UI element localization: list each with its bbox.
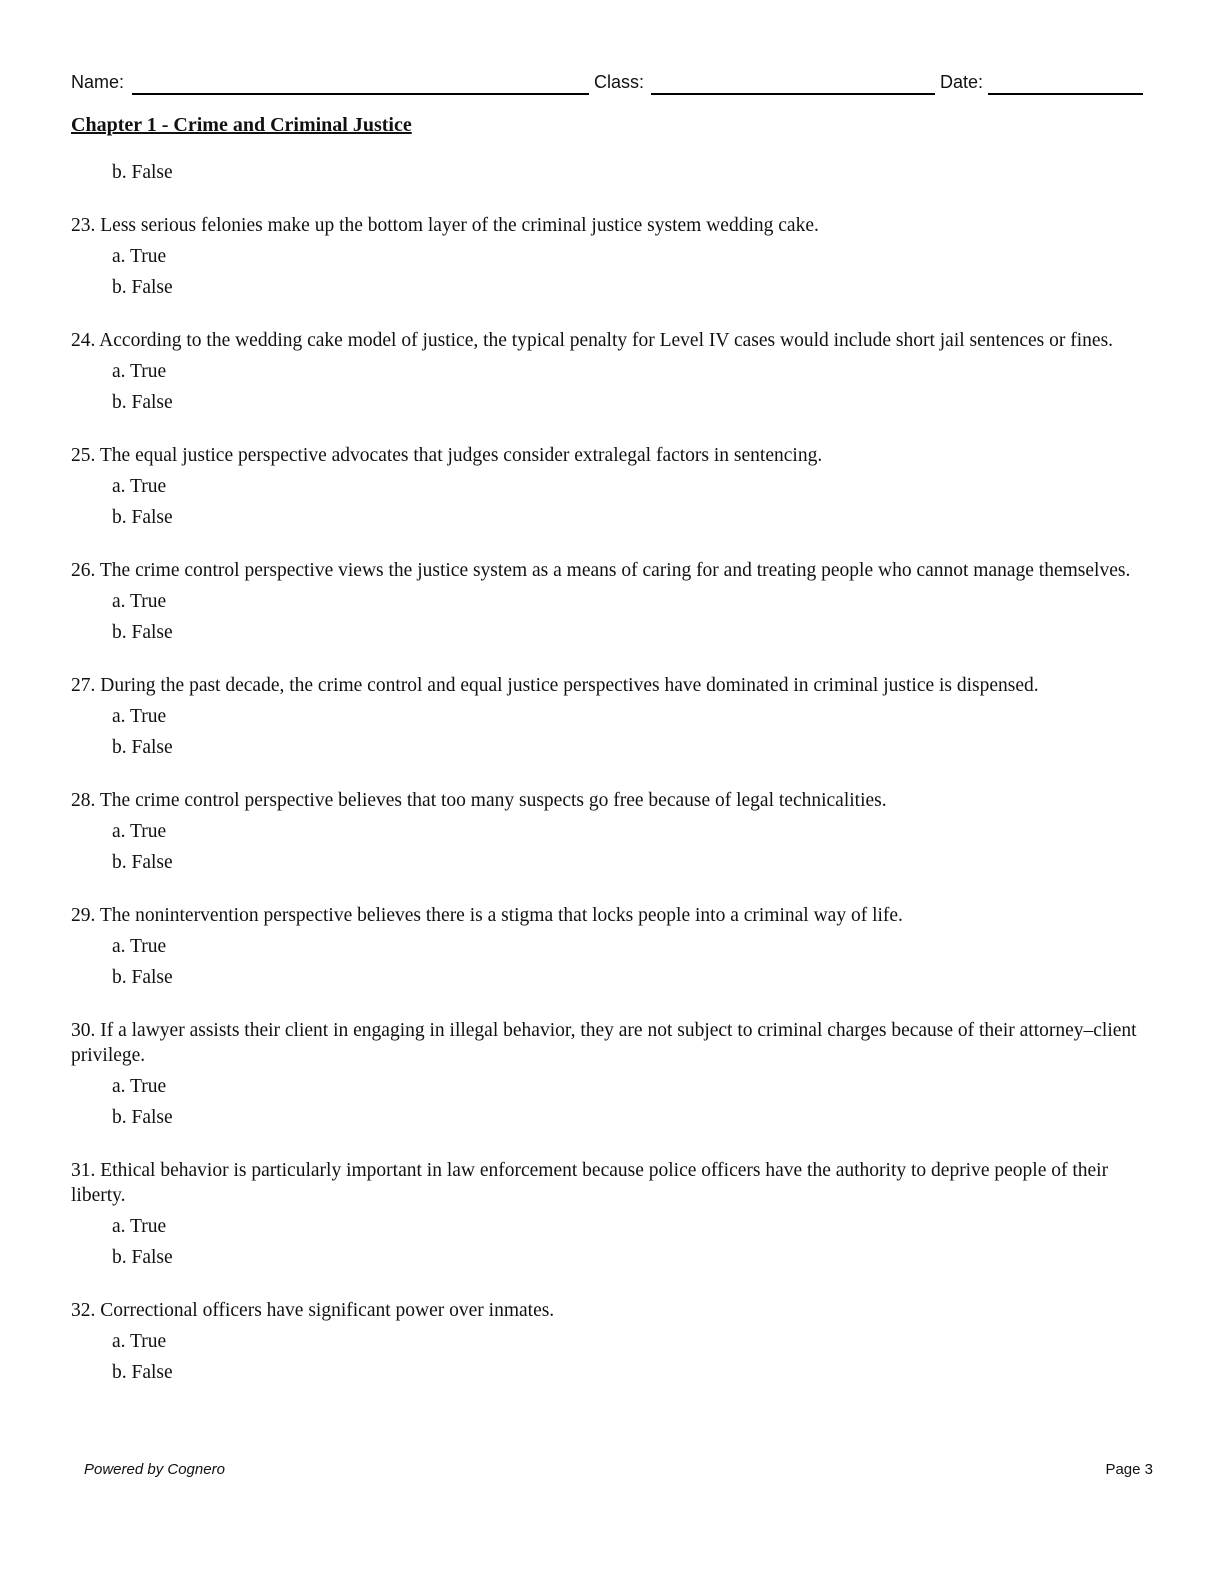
answer-option: b. False: [112, 162, 173, 183]
question-text: 32. Correctional officers have significant power over inmates.: [71, 1300, 555, 1321]
question-item: [71, 328, 1146, 415]
answer-option: a. True: [112, 246, 167, 267]
continued-item: [71, 160, 1146, 185]
question-item: [71, 1298, 1146, 1385]
answer-option: b. False: [112, 1107, 173, 1128]
answer-option: b. False: [112, 622, 173, 643]
question-item: [71, 558, 1146, 645]
question-text: 27. During the past decade, the crime control and equal justice perspectives have dominated in criminal justice is dispensed.: [71, 675, 1039, 696]
question-item: [71, 1158, 1146, 1270]
question-text: 30. If a lawyer assists their client in engaging in illegal behavior, they are not subject to criminal charges because of their attorney–client privilege.: [71, 1020, 1137, 1066]
question-text: 28. The crime control perspective believes that too many suspects go free because of legal technicalities.: [71, 790, 887, 811]
answer-option: a. True: [112, 591, 167, 612]
answer-option: a. True: [112, 361, 167, 382]
answer-option: a. True: [112, 706, 167, 727]
question-item: [71, 213, 1146, 300]
answer-option: b. False: [112, 1362, 173, 1383]
answer-option: a. True: [112, 1216, 167, 1237]
question-item: [71, 1018, 1146, 1130]
footer-page-number: Page 3: [1105, 1461, 1153, 1478]
answer-option: a. True: [112, 821, 167, 842]
question-item: [71, 673, 1146, 760]
header-fields: [71, 72, 1143, 98]
question-list: [71, 160, 1146, 1385]
question-text: 25. The equal justice perspective advocates that judges consider extralegal factors in sentencing.: [71, 445, 823, 466]
answer-option: b. False: [112, 737, 173, 758]
answer-option: b. False: [112, 507, 173, 528]
answer-option: b. False: [112, 277, 173, 298]
date-label: Date:: [940, 72, 984, 92]
answer-option: a. True: [112, 1076, 167, 1097]
class-label: Class:: [594, 72, 645, 92]
question-item: [71, 443, 1146, 530]
answer-option: b. False: [112, 967, 173, 988]
answer-option: a. True: [112, 476, 167, 497]
answer-option: a. True: [112, 1331, 167, 1352]
answer-option: a. True: [112, 936, 167, 957]
name-line: [132, 93, 589, 95]
date-line: [988, 93, 1143, 95]
question-text: 23. Less serious felonies make up the bottom layer of the criminal justice system wedding cake.: [71, 215, 819, 236]
chapter-title: Chapter 1 - Crime and Criminal Justice: [71, 114, 412, 136]
question-text: 24. According to the wedding cake model of justice, the typical penalty for Level IV cases would include short jail sentences or fines.: [71, 330, 1114, 351]
question-text: 29. The nonintervention perspective believes there is a stigma that locks people into a criminal way of life.: [71, 905, 903, 926]
answer-option: b. False: [112, 852, 173, 873]
class-line: [651, 93, 935, 95]
name-label: Name:: [71, 72, 125, 92]
question-item: [71, 903, 1146, 990]
answer-option: b. False: [112, 1247, 173, 1268]
question-text: 31. Ethical behavior is particularly important in law enforcement because police officers have the authority to deprive people of their liberty.: [71, 1160, 1109, 1206]
question-text: 26. The crime control perspective views the justice system as a means of caring for and treating people who cannot manage themselves.: [71, 560, 1131, 581]
question-item: [71, 788, 1146, 875]
footer-powered-by: Powered by Cognero: [84, 1461, 225, 1478]
answer-option: b. False: [112, 392, 173, 413]
questions-container: [71, 213, 1146, 1385]
